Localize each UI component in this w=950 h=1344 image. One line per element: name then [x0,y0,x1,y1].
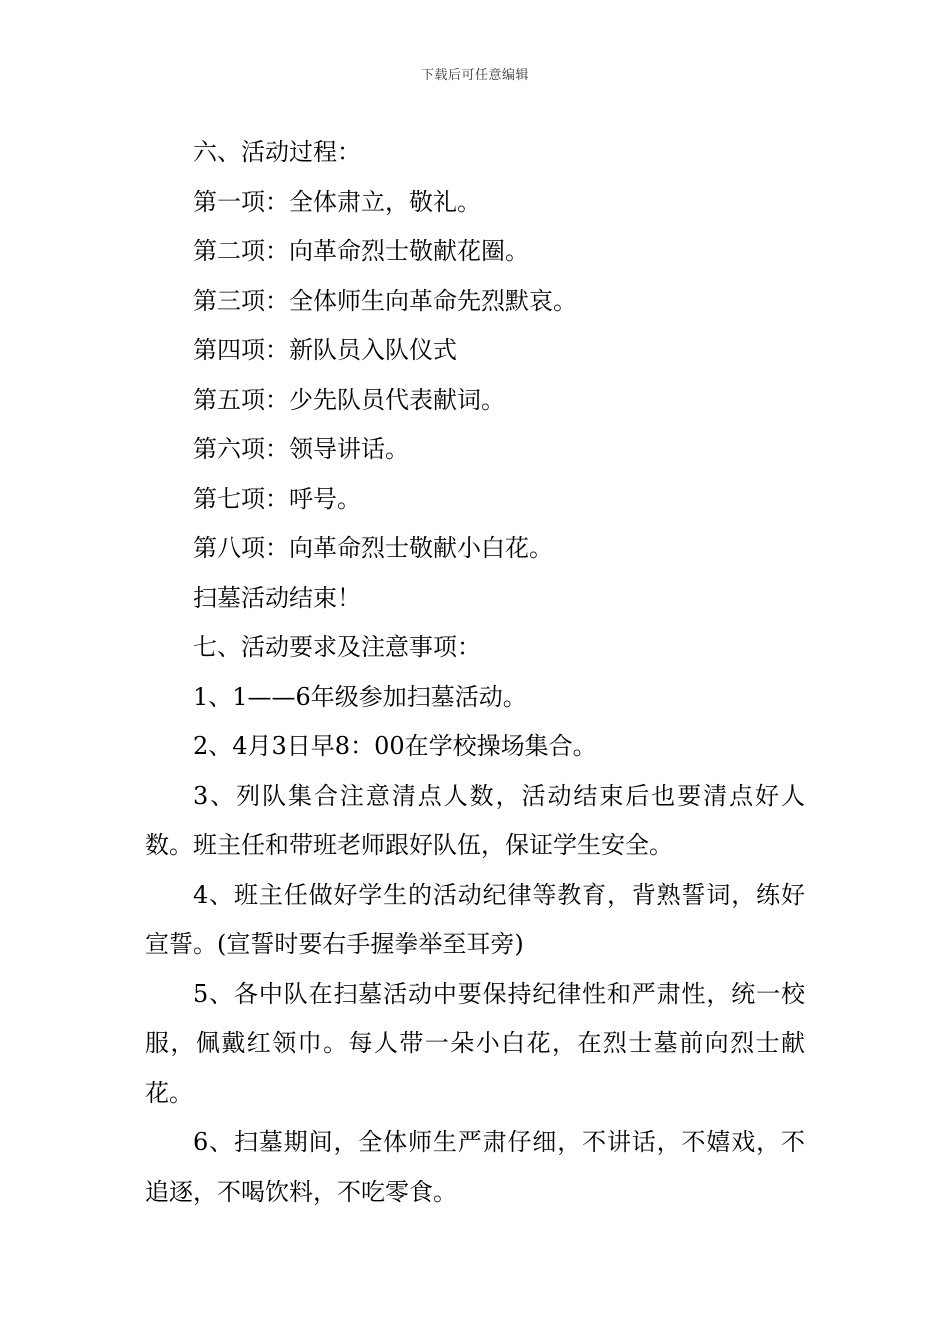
list-item: 第一项：全体肃立，敬礼。 [193,187,481,216]
requirement-item: 6、扫墓期间，全体师生严肃仔细，不讲话，不嬉戏，不追逐，不喝饮料，不吃零食。 [145,1128,805,1206]
requirement-item: 4、班主任做好学生的活动纪律等教育，背熟誓词，练好宣誓。(宣誓时要右手握拳举至耳旁) [145,880,805,958]
section-heading-activity-process: 六、活动过程： [193,138,361,166]
requirement-item: 5、各中队在扫墓活动中要保持纪律性和严肃性，统一校服，佩戴红领巾。每人带一朵小白花，在烈士墓前向烈士献花。 [145,979,805,1107]
section-heading-requirements: 七、活动要求及注意事项： [193,633,481,661]
list-item: 第八项：向革命烈士敬献小白花。 [193,534,553,562]
list-item: 第二项：向革命烈士敬献花圈。 [193,237,529,265]
requirement-item: 2、4月3日早8：00在学校操场集合。 [193,732,597,760]
requirement-item: 3、列队集合注意清点人数，活动结束后也要清点好人数。班主任和带班老师跟好队伍，保证学生安全。 [145,781,805,859]
closing-line: 扫墓活动结束！ [193,583,361,612]
list-item: 第七项：呼号。 [193,484,361,513]
document-body [145,128,805,1217]
page-header: 下载后可任意编辑 [420,68,529,83]
list-item: 第六项：领导讲话。 [193,435,409,463]
list-item: 第四项：新队员入队仪式 [193,336,457,364]
list-item: 第五项：少先队员代表献词。 [193,385,505,414]
requirement-item: 1、1——6年级参加扫墓活动。 [193,682,527,711]
list-item: 第三项：全体师生向革命先烈默哀。 [193,286,577,315]
